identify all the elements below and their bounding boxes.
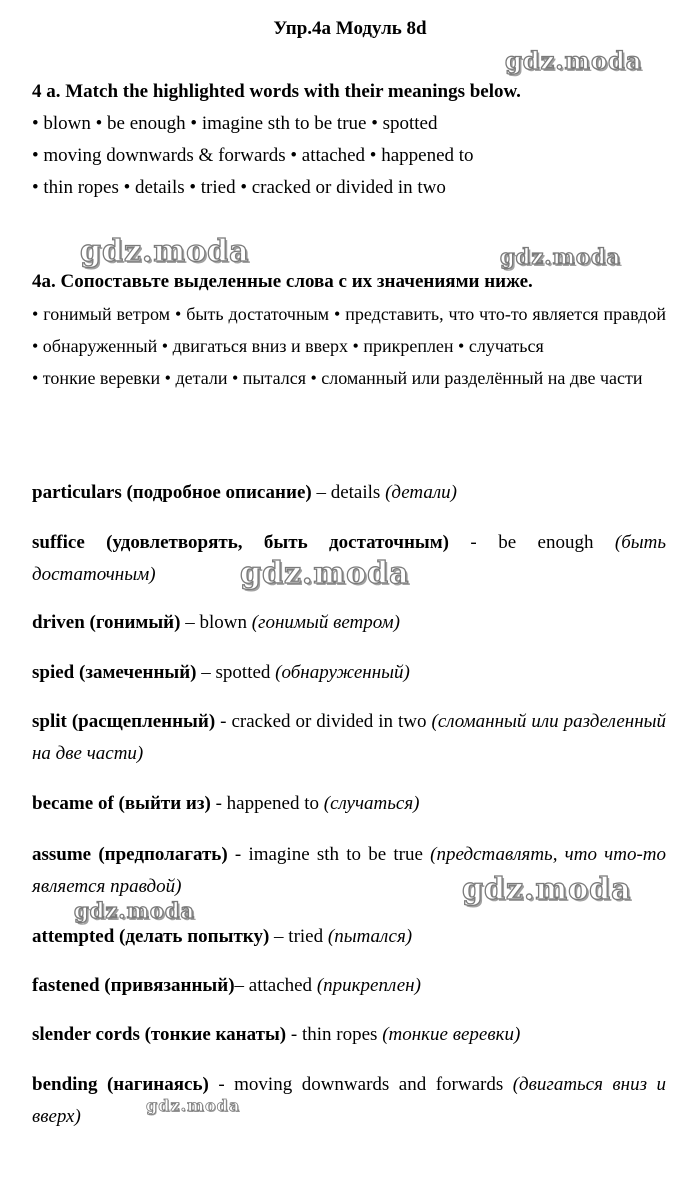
vocab-meaning: attached xyxy=(248,975,313,996)
vocab-meaning: spotted xyxy=(215,662,271,683)
russian-word-list: • гонимый ветром • быть достаточным • представить, что что-то является правдой • обнаруженный • двигаться вниз и вверх • прикреплен • случаться xyxy=(32,304,666,356)
watermark: gdz.moda xyxy=(74,898,196,923)
vocab-translation: (быть достаточным) xyxy=(32,532,667,585)
vocab-translation: (гонимый ветром) xyxy=(251,612,401,633)
vocab-meaning: moving downwards and forwards xyxy=(234,1074,504,1095)
watermark: gdz.moda xyxy=(80,234,250,269)
vocab-term: particulars (подробное описание) xyxy=(32,482,312,503)
watermark: gdz.moda xyxy=(500,244,622,269)
vocab-entry xyxy=(32,970,666,1002)
vocab-separator: – xyxy=(311,482,331,503)
vocab-translation: (пытался) xyxy=(327,926,413,947)
watermark: gdz.moda xyxy=(240,556,410,591)
vocab-meaning: be enough xyxy=(498,532,594,553)
vocab-translation: (сломанный или разделенный на две части) xyxy=(32,711,667,764)
english-task xyxy=(32,76,666,204)
russian-task-heading: 4а. Сопоставьте выделенные слова с их значениями ниже. xyxy=(32,271,533,292)
vocab-term: suffice (удовлетворять, быть достаточным) xyxy=(32,532,450,553)
vocab-separator: – xyxy=(180,612,200,633)
vocab-meaning: imagine sth to be true xyxy=(248,844,423,865)
vocab-separator: - xyxy=(449,532,499,553)
vocab-term: became of (выйти из) xyxy=(32,793,211,814)
vocab-separator: - xyxy=(208,1074,235,1095)
vocab-entry xyxy=(32,1069,666,1133)
vocab-meaning: cracked or divided in two xyxy=(231,711,427,732)
vocab-translation: (обнаруженный) xyxy=(275,662,410,683)
vocab-separator: - xyxy=(210,793,227,814)
vocab-meaning: happened to xyxy=(226,793,319,814)
vocab-separator: - xyxy=(227,844,249,865)
vocab-entry xyxy=(32,477,666,509)
vocab-separator: – xyxy=(269,926,289,947)
vocab-translation: (случаться) xyxy=(323,793,420,814)
russian-task xyxy=(32,266,666,394)
english-task-heading: 4 a. Match the highlighted words with their meanings below. xyxy=(32,81,521,102)
vocab-entry xyxy=(32,788,666,820)
vocab-separator: – xyxy=(234,975,249,996)
vocab-translation: (тонкие веревки) xyxy=(382,1024,521,1045)
vocab-translation: (двигаться вниз и вверх) xyxy=(32,1074,667,1127)
vocab-separator: - xyxy=(286,1024,302,1045)
vocab-entry xyxy=(32,657,666,689)
watermark: gdz.moda xyxy=(505,46,643,75)
vocab-entry xyxy=(32,921,666,953)
vocab-term: attempted (делать попытку) xyxy=(32,926,270,947)
vocab-separator: – xyxy=(196,662,216,683)
vocab-term: assume (предполагать) xyxy=(32,844,228,865)
vocab-meaning: details xyxy=(330,482,381,503)
vocab-separator: - xyxy=(215,711,232,732)
vocab-entry xyxy=(32,1019,666,1051)
vocab-term: driven (гонимый) xyxy=(32,612,181,633)
vocab-meaning: tried xyxy=(288,926,324,947)
vocab-entry xyxy=(32,607,666,639)
russian-word-list: • тонкие веревки • детали • пытался • сломанный или разделённый на две части xyxy=(32,368,643,388)
watermark: gdz.moda xyxy=(462,872,632,907)
watermark: gdz.moda xyxy=(146,1096,241,1115)
page-title: Упр.4а Модуль 8d xyxy=(273,18,427,39)
english-word-list-line: • blown • be enough • imagine sth to be true • spotted xyxy=(32,113,438,134)
vocab-translation: (детали) xyxy=(385,482,457,503)
vocab-term: bending (нагинаясь) xyxy=(32,1074,209,1095)
vocab-meaning: thin ropes xyxy=(301,1024,378,1045)
vocab-term: spied (замеченный) xyxy=(32,662,197,683)
vocab-meaning: blown xyxy=(199,612,247,633)
english-word-list-line: • moving downwards & forwards • attached • happened to xyxy=(32,145,474,166)
english-word-list-line: • thin ropes • details • tried • cracked or divided in two xyxy=(32,177,446,198)
vocab-term: slender cords (тонкие канаты) xyxy=(32,1024,287,1045)
vocab-entry xyxy=(32,706,666,770)
vocab-translation: (прикреплен) xyxy=(316,975,421,996)
vocab-term: split (расщепленный) xyxy=(32,711,216,732)
vocab-term: fastened (привязанный) xyxy=(32,975,235,996)
vocab-translation: (представлять, что что-то является правдой) xyxy=(32,844,666,897)
